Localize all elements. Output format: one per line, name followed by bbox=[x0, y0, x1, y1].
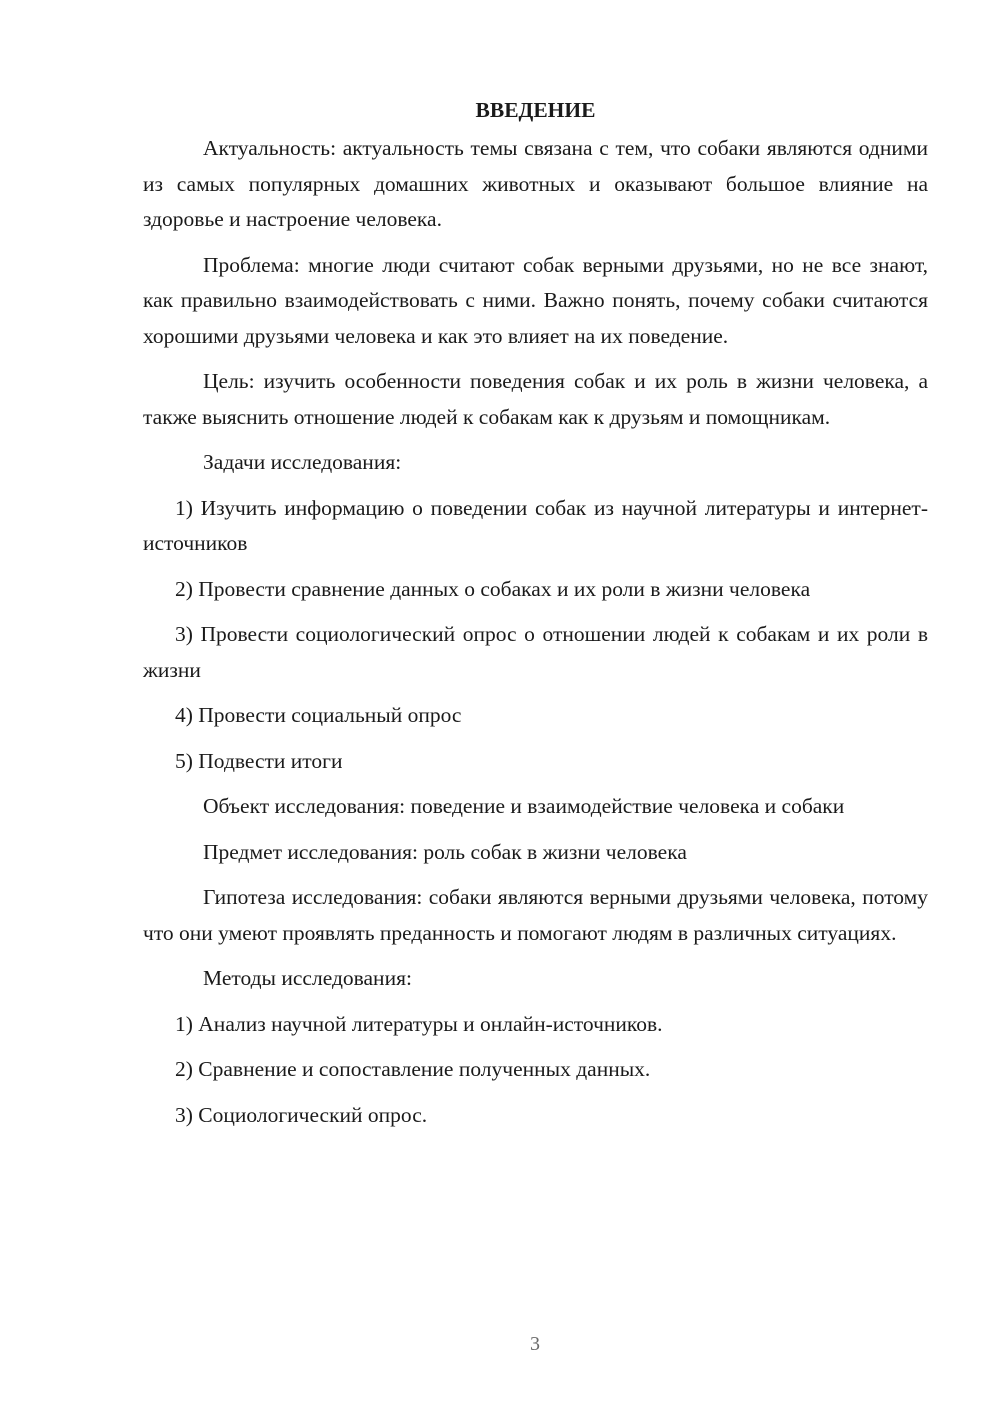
page-number: 3 bbox=[530, 1333, 540, 1355]
tasks-label: Задачи исследования: bbox=[203, 450, 402, 474]
task-item: 4) Провести социальный опрос bbox=[175, 703, 462, 727]
method-item: 1) Анализ научной литературы и онлайн-источников. bbox=[175, 1011, 663, 1036]
task-item: 2) Провести сравнение данных о собаках и их роли в жизни человека bbox=[175, 576, 811, 601]
task-item: 1) Изучить информацию о поведении собак из научной литературы и интернет-источников bbox=[143, 495, 928, 555]
task-item: 5) Подвести итоги bbox=[175, 748, 343, 773]
object-paragraph: Объект исследования: поведение и взаимодействие человека и собаки bbox=[203, 794, 845, 818]
task-item: 3) Провести социологический опрос о отношении людей к собакам и их роли в жизни bbox=[143, 622, 928, 682]
section-heading: ВВЕДЕНИЕ bbox=[475, 98, 596, 122]
goal-paragraph: Цель: изучить особенности поведения собак и их роль в жизни человека, а также выяснить отношение людей к собакам как к друзьям и помощникам. bbox=[143, 369, 928, 429]
problem-paragraph: Проблема: многие люди считают собак верными друзьями, но не все знают, как правильно взаимодействовать с ними. Важно понять, почему собаки считаются хорошими друзьями человека и как это влияет на их поведение. bbox=[143, 252, 928, 348]
document-page bbox=[143, 90, 928, 1143]
subject-paragraph: Предмет исследования: роль собак в жизни человека bbox=[203, 839, 687, 864]
method-item: 2) Сравнение и сопоставление полученных данных. bbox=[175, 1057, 651, 1081]
hypothesis-paragraph: Гипотеза исследования: собаки являются верными друзьями человека, потому что они умеют проявлять преданность и помогают людям в различных ситуациях. bbox=[143, 885, 928, 945]
relevance-paragraph: Актуальность: актуальность темы связана с тем, что собаки являются одними из самых популярных домашних животных и оказывают большое влияние на здоровье и настроение человека. bbox=[143, 136, 928, 231]
method-item: 3) Социологический опрос. bbox=[175, 1102, 428, 1127]
methods-label: Методы исследования: bbox=[203, 966, 412, 990]
